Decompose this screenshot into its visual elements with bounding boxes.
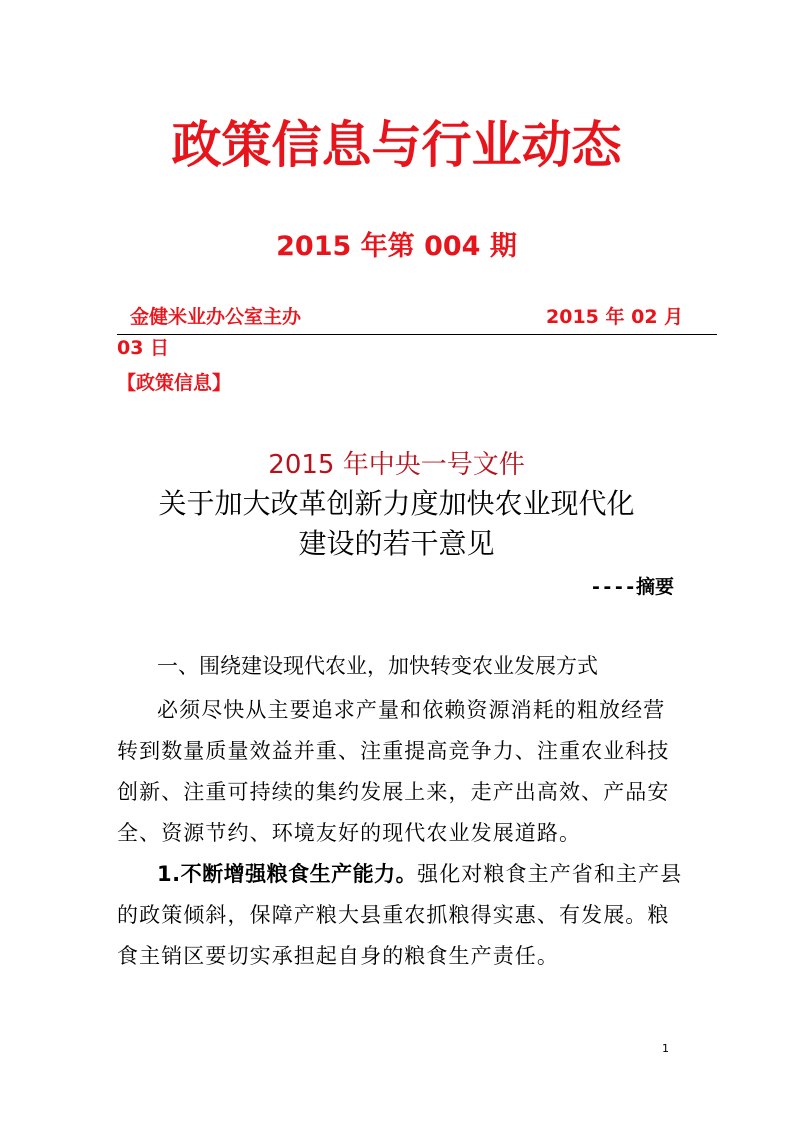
abstract-mark: ----摘要: [590, 576, 674, 598]
section-tag: 【政策信息】: [117, 372, 232, 394]
section-heading: 一、围绕建设现代农业，加快转变农业发展方式: [157, 654, 598, 678]
item-1-text: 强化对粮食主产省和主产县: [417, 862, 683, 886]
item-1-lead: 1.不断增强粮食生产能力。: [157, 862, 418, 886]
body-line: 全、资源节约、环境友好的现代农业发展道路。: [117, 821, 582, 845]
issue-date-continued: 03 日: [117, 337, 170, 359]
item-1-line: 食主销区要切实承担起自身的粮食生产责任。: [117, 944, 559, 968]
masthead-title: 政策信息与行业动态: [171, 116, 622, 174]
page-number: 1: [662, 1042, 669, 1055]
body-line: 创新、注重可持续的集约发展上来，走产出高效、产品安: [117, 780, 670, 804]
item-1-line: 的政策倾斜，保障产粮大县重农抓粮得实惠、有发展。粮: [117, 903, 670, 927]
body-line: 转到数量质量效益并重、注重提高竞争力、注重农业科技: [117, 739, 670, 763]
body-line: 必须尽快从主要追求产量和依赖资源消耗的粗放经营: [157, 698, 666, 722]
sponsor: 金健米业办公室主办: [130, 306, 302, 328]
headline-line-1: 关于加大改革创新力度加快农业现代化: [158, 487, 635, 520]
header-rule: [117, 334, 717, 335]
item-1-line: [157, 858, 682, 890]
headline-line-2: 建设的若干意见: [298, 527, 495, 560]
issue-date: 2015 年 02 月: [546, 306, 684, 328]
issue-number: 2015 年第 004 期: [276, 231, 517, 262]
article-kicker: 2015 年中央一号文件: [268, 450, 525, 480]
